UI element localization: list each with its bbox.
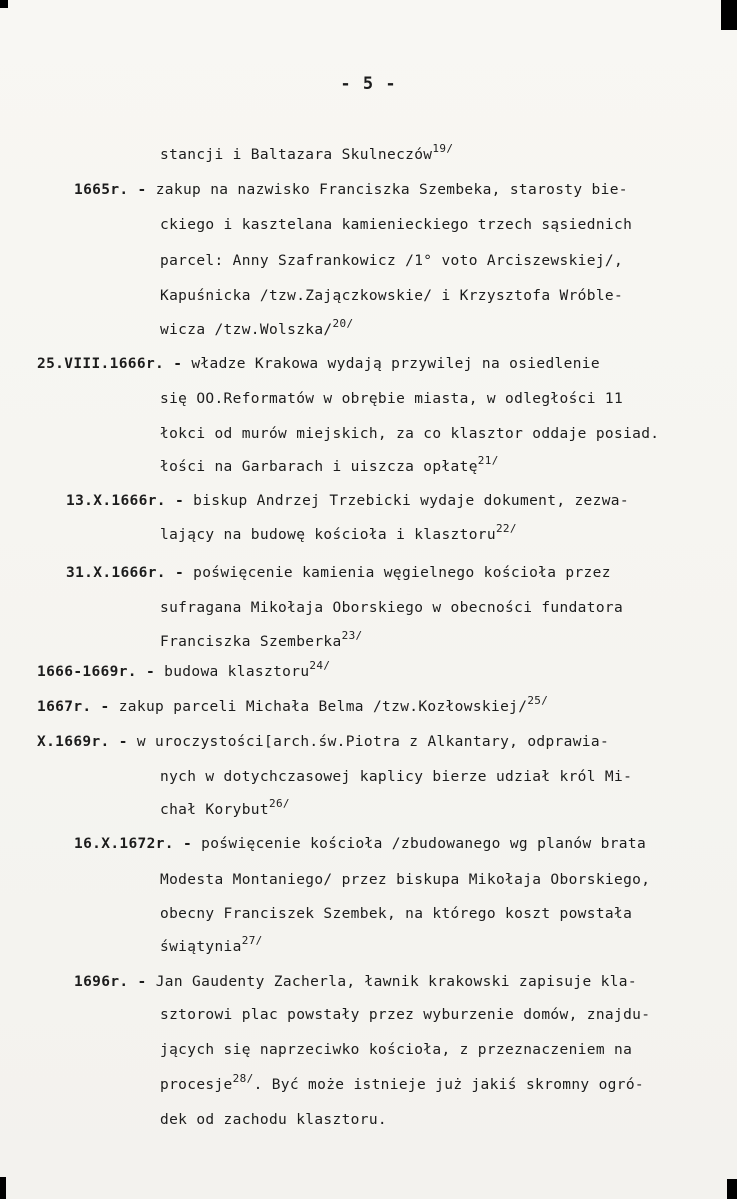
chronology-entry-line: 13.X.1666r. - biskup Andrzej Trzebicki wydaje dokument, zezwa-	[66, 493, 629, 509]
text-line: sztorowi plac powstały przez wyburzenie domów, znajdu-	[160, 1007, 651, 1023]
scan-corner-mark	[0, 1177, 6, 1199]
entry-date: X.1669r. -	[37, 734, 137, 750]
footnote-ref: 27/	[241, 934, 263, 947]
text-line: chał Korybut$^{26/}$	[160, 797, 290, 818]
entry-date: 16.X.1672r. -	[74, 836, 202, 852]
text-line: Franciszka Szemberka$^{23/}$	[160, 629, 363, 650]
entry-date: 25.VIII.1666r. -	[37, 356, 192, 372]
footnote-ref: 21/	[477, 454, 499, 467]
scan-corner-mark	[0, 0, 8, 8]
footnote-ref: 24/	[309, 659, 331, 672]
footnote-ref: 19/	[432, 142, 454, 155]
footnote-ref: 28/	[232, 1072, 254, 1085]
entry-date: 31.X.1666r. -	[66, 565, 194, 581]
entry-date: 1696r. -	[74, 974, 156, 990]
text-line: procesje$^{28/}$. Być może istnieje już jakiś skromny ogró-	[160, 1072, 644, 1093]
text-line: łości na Garbarach i uiszcza opłatę$^{21/}$	[160, 454, 499, 475]
footnote-ref: 26/	[268, 797, 290, 810]
text-line: nych w dotychczasowej kaplicy bierze udział król Mi-	[160, 769, 633, 785]
chronology-entry-line: 25.VIII.1666r. - władze Krakowa wydają przywilej na osiedlenie	[37, 356, 600, 372]
text-line: Kapuśnicka /tzw.Zajączkowskie/ i Krzysztofa Wróble-	[160, 288, 624, 304]
chronology-entry-line: 16.X.1672r. - poświęcenie kościoła /zbudowanego wg planów brata	[74, 836, 647, 852]
chronology-entry-line: 31.X.1666r. - poświęcenie kamienia węgielnego kościoła przez	[66, 565, 611, 581]
chronology-entry-line: 1696r. - Jan Gaudenty Zacherla, ławnik krakowski zapisuje kla-	[74, 974, 637, 990]
scan-corner-mark	[721, 0, 737, 30]
entry-date: 1666-1669r. -	[37, 664, 165, 680]
entry-date: 1665r. -	[74, 182, 156, 198]
text-line: wicza /tzw.Wolszka/$^{20/}$	[160, 317, 354, 338]
text-line: jących się naprzeciwko kościoła, z przeznaczeniem na	[160, 1042, 633, 1058]
entry-date: 13.X.1666r. -	[66, 493, 194, 509]
text-line: się OO.Reformatów w obrębie miasta, w odległości 11	[160, 391, 624, 407]
footnote-ref: 20/	[332, 317, 354, 330]
text-line: Modesta Montaniego/ przez biskupa Mikołaja Oborskiego,	[160, 872, 651, 888]
chronology-entry-line: X.1669r. - w uroczystości[arch.św.Piotra z Alkantary, odprawia-	[37, 734, 610, 750]
footnote-ref: 22/	[495, 522, 517, 535]
text-line: parcel: Anny Szafrankowicz /1° voto Arciszewskiej/,	[160, 253, 624, 269]
chronology-entry-line: 1667r. - zakup parceli Michała Belma /tzw.Kozłowskiej/$^{25/}$	[37, 694, 549, 715]
entry-date: 1667r. -	[37, 699, 119, 715]
page-number: - 5 -	[340, 74, 397, 94]
chronology-entry-line: 1666-1669r. - budowa klasztoru$^{24/}$	[37, 659, 331, 680]
text-line: świątynia$^{27/}$	[160, 934, 263, 955]
chronology-entry-line: 1665r. - zakup na nazwisko Franciszka Szembeka, starosty bie-	[74, 182, 628, 198]
text-line: ckiego i kasztelana kamienieckiego trzech sąsiednich	[160, 217, 633, 233]
text-line: stancji i Baltazara Skulneczów$^{19/}$	[160, 142, 454, 163]
footnote-ref: 23/	[341, 629, 363, 642]
text-line: lający na budowę kościoła i klasztoru$^{22/}$	[160, 522, 517, 543]
text-line: łokci od murów miejskich, za co klasztor oddaje posiad.	[160, 426, 660, 442]
text-line: dek od zachodu klasztoru.	[160, 1112, 387, 1128]
text-line: sufragana Mikołaja Oborskiego w obecności fundatora	[160, 600, 624, 616]
footnote-ref: 25/	[527, 694, 549, 707]
scan-corner-mark	[727, 1179, 737, 1199]
text-line: obecny Franciszek Szembek, na którego koszt powstała	[160, 906, 633, 922]
